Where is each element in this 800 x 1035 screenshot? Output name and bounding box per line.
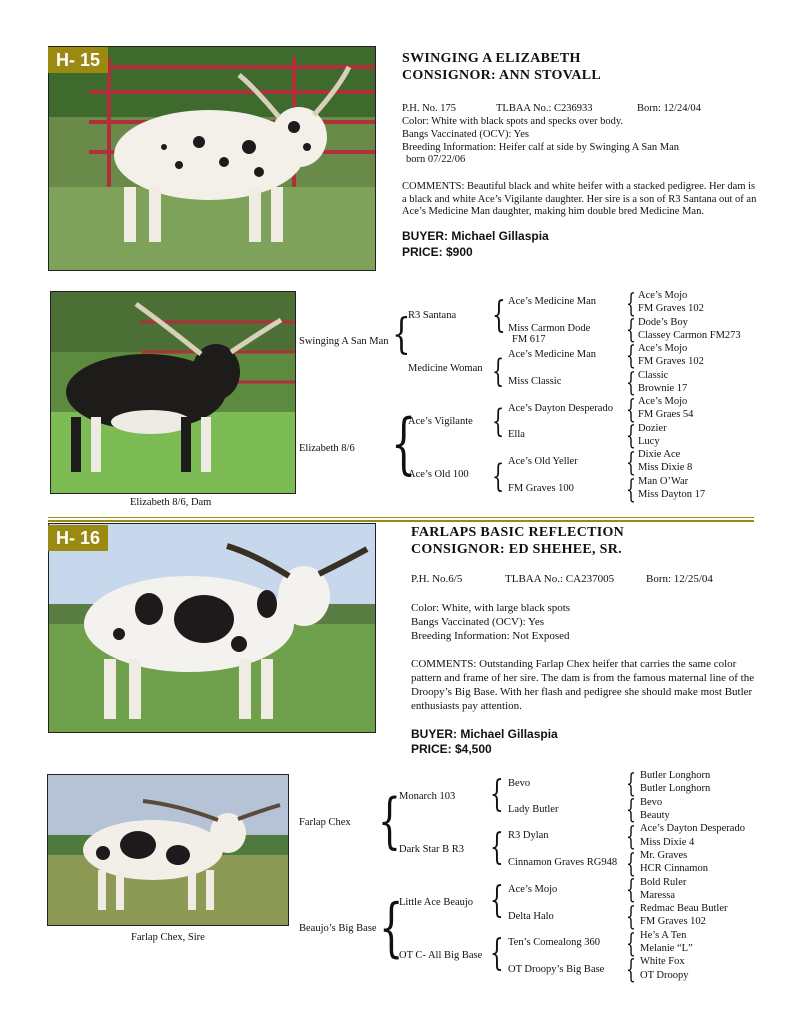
pedigree-gen2: Little Ace Beaujo (399, 897, 474, 908)
pedigree-gen4: Melanie “L” (640, 943, 693, 954)
pedigree-gen3: Miss Carmon Dode (508, 323, 591, 334)
bangs-info: Bangs Vaccinated (OCV): Yes (402, 129, 529, 140)
brace-icon: { (626, 289, 636, 319)
brace-icon: { (392, 309, 411, 358)
h16-sire-photo (47, 774, 289, 926)
pedigree-gen2: OT C- All Big Base (399, 950, 483, 961)
pedigree-gen4: Ace’s Mojo (638, 343, 688, 354)
pedigree-gen3: Bevo (508, 778, 531, 789)
pedigree-gen4: HCR Cinnamon (640, 863, 708, 874)
pedigree-gen4: Butler Longhorn (640, 770, 711, 781)
born-date: Born: 12/25/04 (646, 573, 713, 585)
photo-caption: Farlap Chex, Sire (131, 932, 205, 943)
brace-icon: { (490, 933, 504, 974)
pedigree-gen4: Man O’War (638, 476, 689, 487)
brace-icon: { (626, 955, 636, 985)
brace-icon: { (626, 448, 636, 478)
pedigree-gen3: Ace’s Medicine Man (508, 296, 597, 307)
brace-icon: { (626, 475, 636, 505)
pedigree-gen3: FM 617 (512, 334, 546, 345)
pedigree-gen4: Bevo (640, 797, 663, 808)
brace-icon: { (626, 795, 636, 825)
brace-icon: { (490, 827, 504, 868)
pedigree-gen3: Ace’s Mojo (508, 884, 558, 895)
ph-number: P.H. No.6/5 (411, 573, 463, 585)
born-date: Born: 12/24/04 (637, 103, 701, 114)
h16-cow-photo (48, 523, 376, 733)
pedigree-gen2: Monarch 103 (399, 791, 456, 802)
pedigree-gen2: Ace’s Vigilante (408, 416, 473, 427)
brace-icon: { (626, 368, 636, 398)
pedigree-gen4: White Fox (640, 956, 685, 967)
lot-name: SWINGING A ELIZABETH (402, 51, 581, 66)
pedigree-dam: Beaujo’s Big Base (299, 923, 377, 934)
pedigree-gen4: Dixie Ace (638, 449, 681, 460)
pedigree-gen4: Miss Dayton 17 (638, 489, 706, 500)
pedigree-gen4: Beauty (640, 810, 670, 821)
brace-icon: { (391, 405, 417, 482)
breeding-info-cont: born 07/22/06 (406, 154, 466, 165)
pedigree-gen3: Ella (508, 429, 525, 440)
color-info: Color: White, with large black spots (411, 602, 571, 614)
pedigree-gen4: Classey Carmon FM273 (638, 330, 741, 341)
pedigree-gen3: Miss Classic (508, 376, 562, 387)
consignor: CONSIGNOR: ED SHEHEE, SR. (411, 542, 622, 557)
brace-icon: { (492, 457, 505, 495)
brace-icon: { (626, 822, 636, 852)
breeding-info: Breeding Information: Not Exposed (411, 630, 570, 642)
lot-badge: H- 15 (48, 47, 108, 73)
price: PRICE: $900 (402, 245, 473, 259)
pedigree-gen2: Ace’s Old 100 (408, 469, 469, 480)
brace-icon: { (492, 352, 505, 390)
brace-icon: { (626, 421, 636, 451)
tlbaa-number: TLBAA No.: CA237005 (505, 573, 615, 585)
pedigree-gen4: Miss Dixie 8 (638, 462, 693, 473)
pedigree-gen4: Mr. Graves (640, 850, 688, 861)
pedigree-gen2: Medicine Woman (408, 363, 483, 374)
pedigree-gen3: Ace’s Dayton Desperado (508, 403, 613, 414)
pedigree-gen4: Maressa (640, 890, 675, 901)
brace-icon: { (626, 849, 636, 879)
consignor: CONSIGNOR: ANN STOVALL (402, 68, 602, 83)
pedigree-gen4: Brownie 17 (638, 383, 688, 394)
pedigree-gen3: Ten’s Comealong 360 (508, 937, 601, 948)
brace-icon: { (626, 902, 636, 932)
buyer: BUYER: Michael Gillaspia (402, 229, 549, 243)
pedigree-gen3: Delta Halo (508, 911, 554, 922)
tlbaa-number: TLBAA No.: C236933 (496, 103, 593, 114)
brace-icon: { (626, 929, 636, 959)
pedigree-dam: Elizabeth 8/6 (299, 443, 355, 454)
photo-caption: Elizabeth 8/6, Dam (130, 497, 212, 508)
brace-icon: { (492, 295, 506, 336)
pedigree-gen3: Ace’s Old Yeller (508, 456, 578, 467)
brace-icon: { (378, 786, 401, 856)
brace-icon: { (626, 769, 636, 799)
brace-icon: { (626, 315, 636, 345)
pedigree-gen4: Miss Dixie 4 (640, 837, 695, 848)
pedigree-gen2: R3 Santana (408, 310, 457, 321)
ph-number: P.H. No. 175 (402, 103, 456, 114)
h15-dam-photo (50, 291, 296, 494)
pedigree-sire: Swinging A San Man (299, 336, 389, 347)
pedigree-gen4: Butler Longhorn (640, 783, 711, 794)
brace-icon: { (490, 774, 504, 815)
pedigree-gen4: Redmac Beau Butler (640, 903, 728, 914)
pedigree-gen4: Ace’s Mojo (638, 396, 688, 407)
price: PRICE: $4,500 (411, 742, 492, 756)
pedigree-gen4: Ace’s Dayton Desperado (640, 823, 745, 834)
pedigree-gen4: FM Graes 54 (638, 409, 694, 420)
pedigree-gen4: Classic (638, 370, 669, 381)
pedigree-gen4: He’s A Ten (640, 930, 687, 941)
comments: COMMENTS: Beautiful black and white heifer with a stacked pedigree. Her dam is a black and white Ace’s Vigilante daughter. Her sire is a son of R3 Santana out of an Ace’s Medicine Man daughter, making him double bred Medicine Man. (402, 181, 757, 217)
brace-icon: { (626, 395, 636, 425)
lot-name: FARLAPS BASIC REFLECTION (411, 525, 625, 540)
section-divider (48, 517, 754, 518)
pedigree-gen4: FM Graves 102 (638, 303, 704, 314)
h15-cow-photo (48, 46, 376, 271)
pedigree-gen2: Dark Star B R3 (399, 844, 465, 855)
pedigree-gen4: Bold Ruler (640, 877, 687, 888)
pedigree-gen4: Ace’s Mojo (638, 290, 688, 301)
color-info: Color: White with black spots and specks over body. (402, 116, 624, 127)
pedigree-gen3: OT Droopy’s Big Base (508, 964, 605, 975)
comments: COMMENTS: Outstanding Farlap Chex heifer that carries the same color pattern and frame of her sire. The dam is from the famous maternal line of the Droopy’s Big Base. With her flash and pedigree she should make most Butler enthusiasts pay attention. (411, 658, 755, 712)
pedigree-gen3: FM Graves 100 (508, 483, 574, 494)
pedigree-gen4: FM Graves 102 (640, 916, 706, 927)
brace-icon: { (626, 341, 636, 371)
pedigree-gen3: R3 Dylan (508, 830, 549, 841)
pedigree-gen3: Cinnamon Graves RG948 (508, 857, 618, 868)
pedigree-gen4: OT Droopy (640, 970, 689, 981)
lot-badge: H- 16 (48, 525, 108, 551)
brace-icon: { (626, 875, 636, 905)
pedigree-gen4: Dode’s Boy (638, 317, 688, 328)
pedigree-sire: Farlap Chex (299, 817, 351, 828)
brace-icon: { (379, 891, 404, 965)
buyer: BUYER: Michael Gillaspia (411, 727, 558, 741)
brace-icon: { (490, 880, 504, 921)
pedigree-gen3: Lady Butler (508, 804, 559, 815)
bangs-info: Bangs Vaccinated (OCV): Yes (411, 616, 545, 628)
breeding-info: Breeding Information: Heifer calf at side by Swinging A San Man (402, 142, 680, 153)
pedigree-gen4: Dozier (638, 423, 667, 434)
pedigree-gen4: FM Graves 102 (638, 356, 704, 367)
section-divider (48, 520, 754, 522)
pedigree-gen4: Lucy (638, 436, 660, 447)
brace-icon: { (492, 402, 505, 440)
pedigree-gen3: Ace’s Medicine Man (508, 349, 597, 360)
